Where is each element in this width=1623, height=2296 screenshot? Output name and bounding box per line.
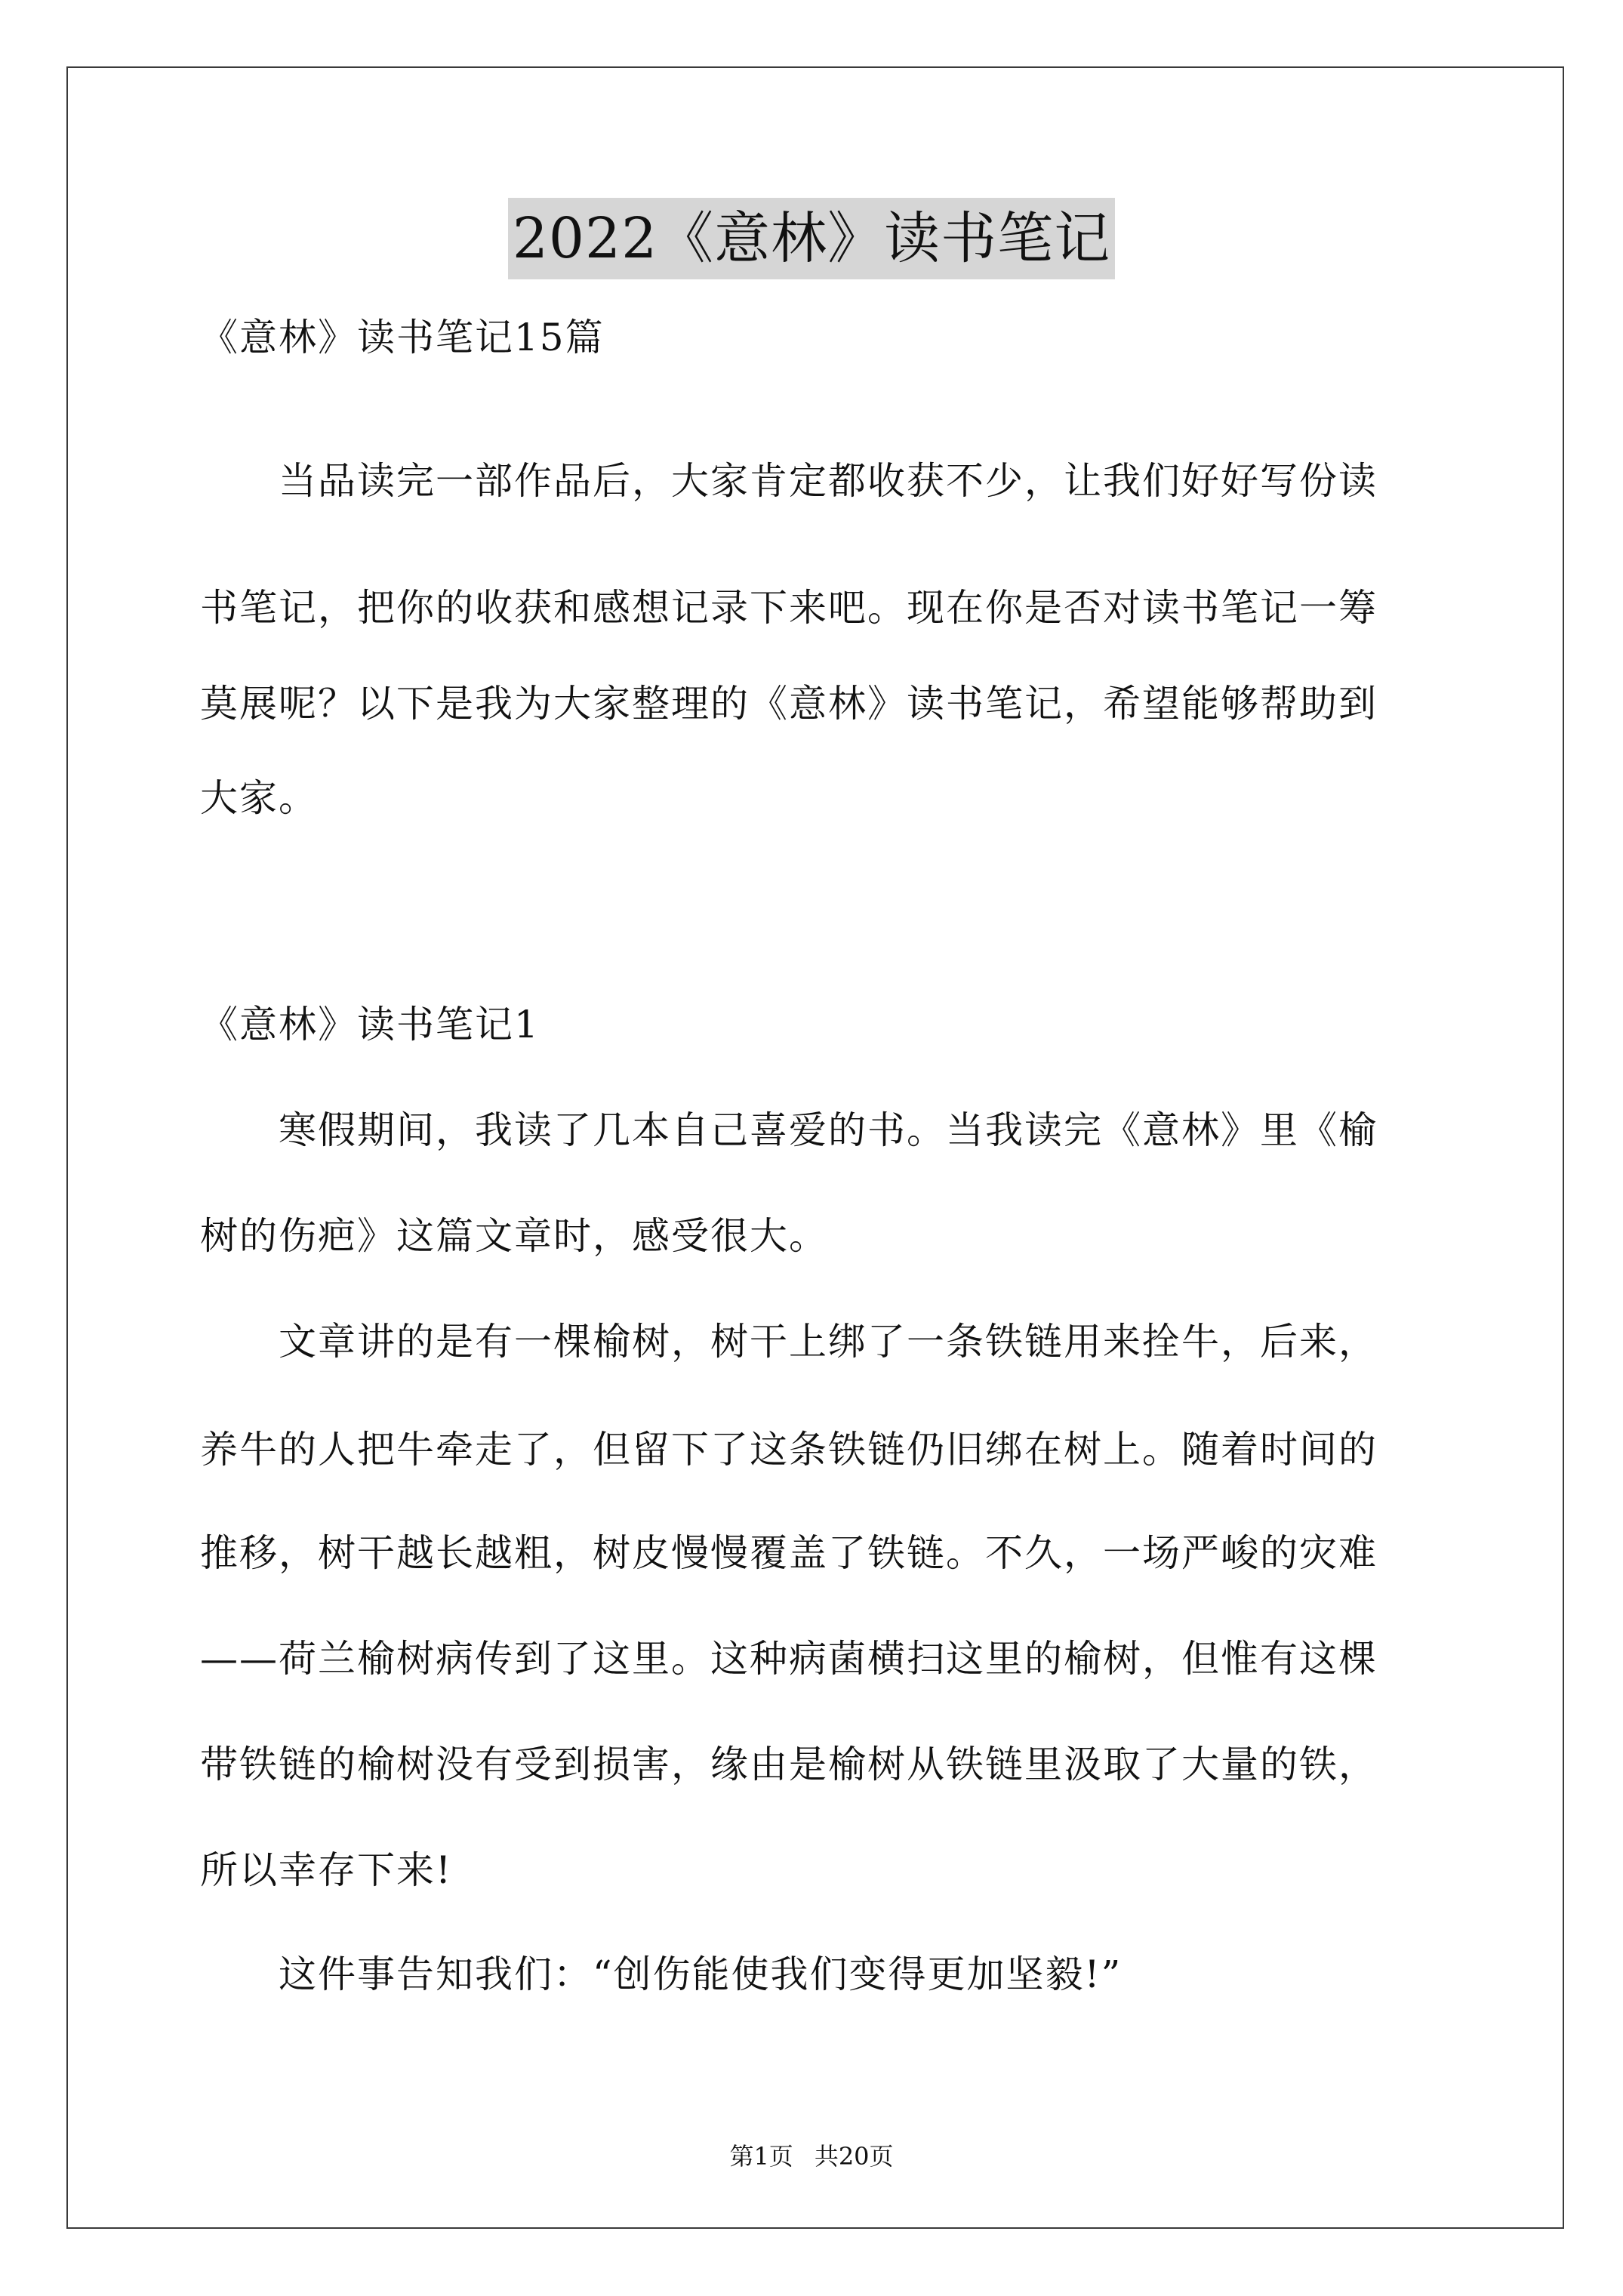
paragraph-line: 养牛的人把牛牵走了，但留下了这条铁链仍旧绑在树上。随着时间的 — [200, 1428, 1378, 1472]
paragraph-line: ——荷兰榆树病传到了这里。这种病菌横扫这里的榆树，但惟有这棵 — [200, 1637, 1378, 1681]
title-container — [0, 198, 1623, 279]
page-number-total: 共20页 — [814, 2142, 894, 2171]
document-title: 2022《意林》读书笔记 — [508, 198, 1115, 279]
section-heading: 《意林》读书笔记1 — [200, 1003, 540, 1046]
paragraph-line: 当品读完一部作品后，大家肯定都收获不少，让我们好好写份读 — [200, 459, 1378, 503]
paragraph-line: 莫展呢？以下是我为大家整理的《意林》读书笔记，希望能够帮助到 — [200, 682, 1378, 726]
page-footer — [0, 2141, 1623, 2171]
paragraph-line: 文章讲的是有一棵榆树，树干上绑了一条铁链用来拴牛，后来， — [200, 1320, 1378, 1364]
paragraph-line: 推移，树干越长越粗，树皮慢慢覆盖了铁链。不久，一场严峻的灾难 — [200, 1531, 1378, 1575]
paragraph-line: 这件事告知我们：“创伤能使我们变得更加坚毅!” — [200, 1952, 1123, 1996]
paragraph-line: 寒假期间，我读了几本自己喜爱的书。当我读完《意林》里《榆 — [200, 1108, 1378, 1152]
paragraph-line: 树的伤疤》这篇文章时，感受很大。 — [200, 1214, 828, 1258]
paragraph-line: 大家。 — [200, 776, 318, 820]
paragraph-line: 带铁链的榆树没有受到损害，缘由是榆树从铁链里汲取了大量的铁， — [200, 1743, 1378, 1786]
page-number-current: 第1页 — [729, 2142, 793, 2171]
paragraph-line: 书笔记，把你的收获和感想记录下来吧。现在你是否对读书笔记一筹 — [200, 586, 1378, 630]
paragraph-line: 所以幸存下来! — [200, 1848, 453, 1892]
subtitle: 《意林》读书笔记15篇 — [200, 316, 605, 359]
